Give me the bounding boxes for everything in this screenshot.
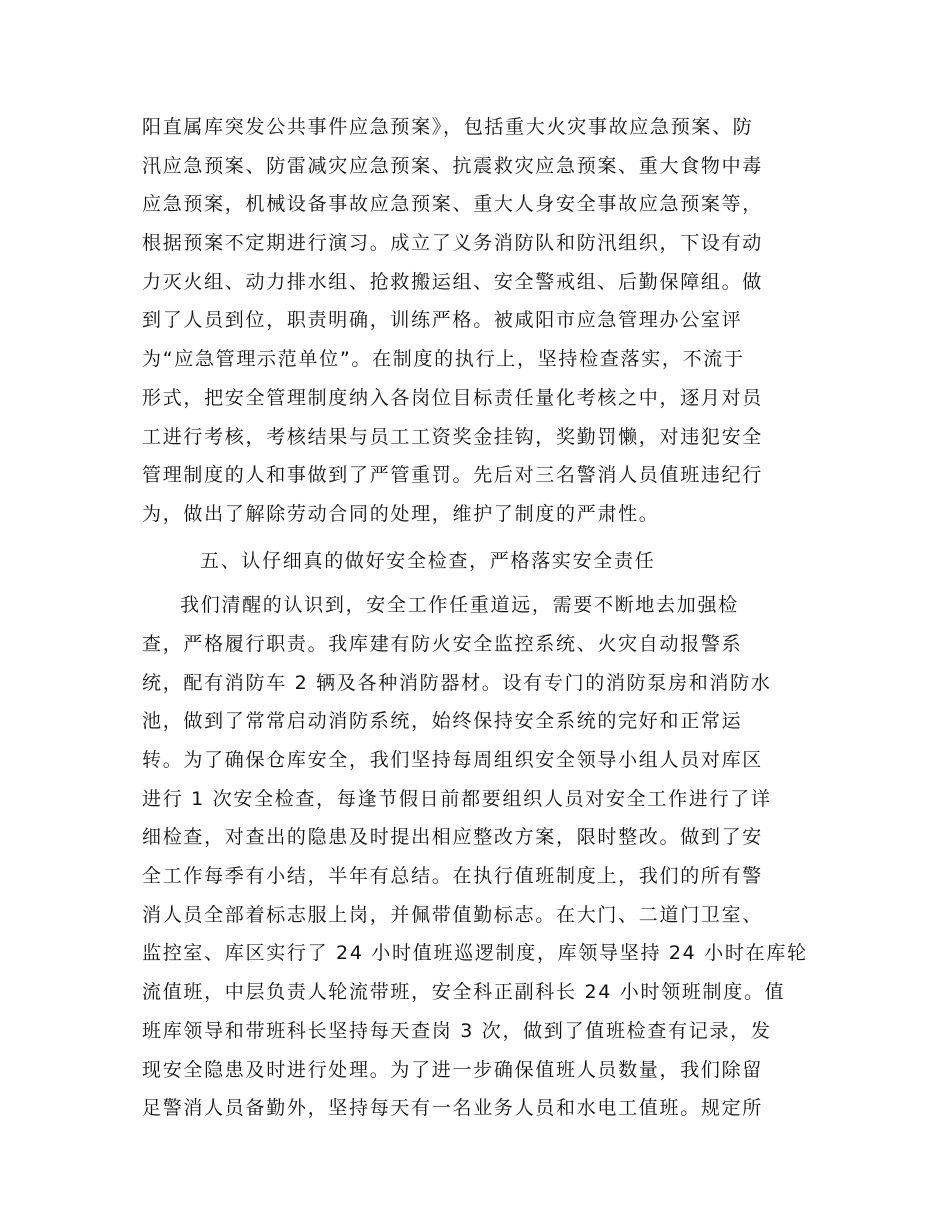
text-line: 查，严格履行职责。我库建有防火安全监控系统、火灾自动报警系 — [142, 632, 743, 655]
text-line: 进行 1 次安全检查，每逢节假日前都要组织人员对安全工作进行了详 — [142, 787, 772, 810]
text-line: 力灭火组、动力排水组、抢救搬运组、安全警戒组、后勤保障组。做 — [142, 270, 764, 293]
paragraph-safety-inspection — [142, 586, 808, 1128]
text-line: 我们清醒的认识到，安全工作任重道远，需要不断地去加强检 — [180, 594, 739, 617]
text-line: 全工作每季有小结，半年有总结。在执行值班制度上，我们的所有警 — [142, 865, 764, 888]
text-line: 足警消人员备勤外，坚持每天有一名业务人员和水电工值班。规定所 — [142, 1097, 764, 1120]
text-line: 现安全隐患及时进行处理。为了进一步确保值班人员数量，我们除留 — [142, 1058, 764, 1081]
text-line: 细检查，对查出的隐患及时提出相应整改方案，限时整改。做到了安 — [142, 826, 764, 849]
text-line: 应急预案，机械设备事故应急预案、重大人身安全事故应急预案等， — [142, 193, 764, 216]
section-heading-5: 五、认仔细真的做好安全检查，严格落实安全责任 — [200, 549, 656, 572]
text-line: 转。为了确保仓库安全，我们坚持每周组织安全领导小组人员对库区 — [142, 749, 764, 771]
text-line: 工进行考核，考核结果与员工工资奖金挂钩，奖勤罚懒，对违犯安全 — [142, 425, 764, 448]
text-line: 班库领导和带班科长坚持每天查岗 3 次，做到了值班检查有记录，发 — [142, 1019, 772, 1042]
text-line: 监控室、库区实行了 24 小时值班巡逻制度，库领导坚持 24 小时在库轮 — [142, 942, 808, 965]
text-line: 流值班，中层负责人轮流带班，安全科正副科长 24 小时领班制度。值 — [142, 981, 786, 1004]
paragraph-emergency-plans — [142, 108, 808, 534]
text-line: 为，做出了解除劳动合同的处理，维护了制度的严肃性。 — [142, 502, 660, 525]
text-line: 阳直属库突发公共事件应急预案》，包括重大火灾事故应急预案、防 — [142, 116, 754, 138]
text-line: 形式，把安全管理制度纳入各岗位目标责任量化考核之中，逐月对员 — [142, 386, 764, 409]
text-line: 到了人员到位，职责明确，训练严格。被咸阳市应急管理办公室评 — [142, 309, 743, 332]
text-line: 池，做到了常常启动消防系统，始终保持安全系统的完好和正常运 — [142, 710, 743, 733]
text-line: 管理制度的人和事做到了严管重罚。先后对三名警消人员值班违纪行 — [142, 464, 764, 487]
text-line: 汛应急预案、防雷减灾应急预案、抗震救灾应急预案、重大食物中毒 — [142, 154, 764, 177]
text-line: 为“应急管理示范单位”。在制度的执行上，坚持检查落实，不流于 — [142, 348, 745, 371]
text-line: 消人员全部着标志服上岗，并佩带值勤标志。在大门、二道门卫室、 — [142, 903, 764, 926]
text-line: 统，配有消防车 2 辆及各种消防器材。设有专门的消防泵房和消防水 — [142, 671, 772, 694]
text-line: 根据预案不定期进行演习。成立了义务消防队和防汛组织，下设有动 — [142, 232, 764, 255]
document-body — [142, 108, 808, 1128]
